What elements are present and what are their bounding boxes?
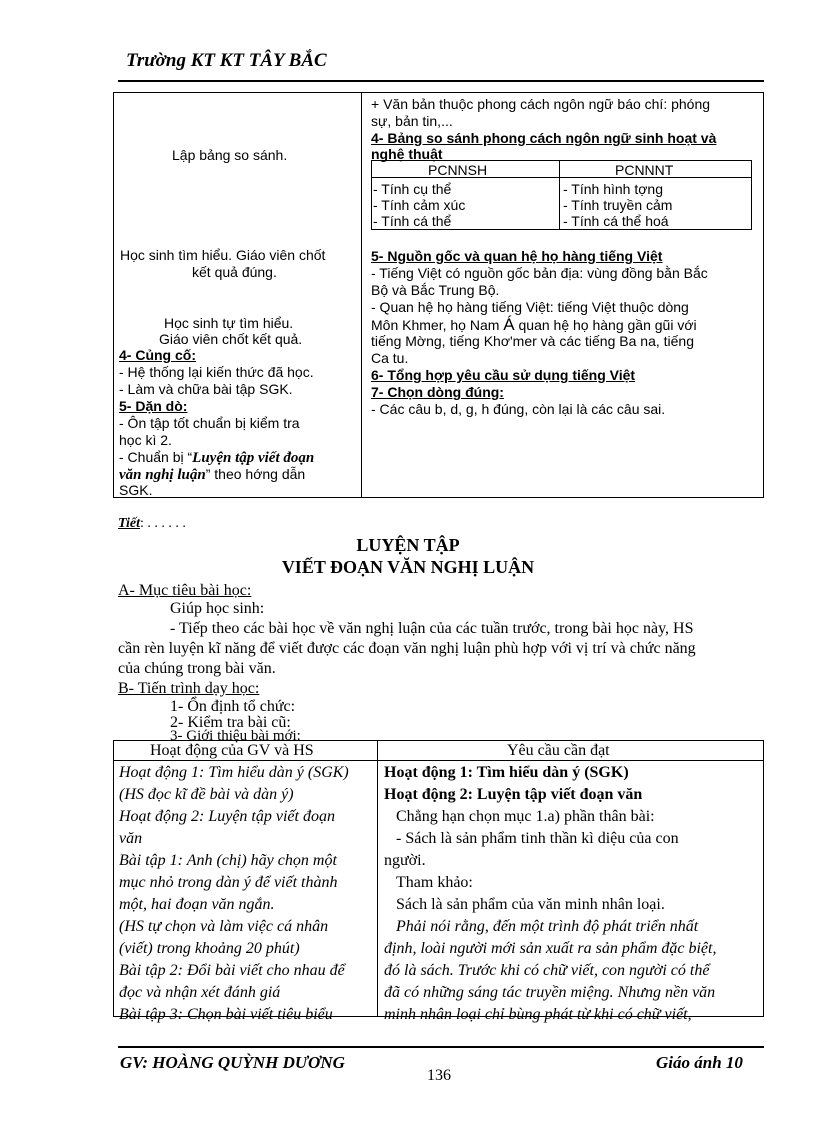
activity-line: văn bbox=[119, 830, 143, 847]
requirement-line: Sách là sản phẩm của văn minh nhân loại. bbox=[396, 896, 665, 913]
comparison-divider bbox=[559, 160, 560, 230]
left-text: Lập bảng so sánh. bbox=[172, 147, 288, 163]
body-text: của chúng trong bài văn. bbox=[118, 660, 276, 677]
left-text: - Chuẩn bị “ bbox=[119, 449, 193, 465]
comparison-cell: - Tính cá thể bbox=[373, 213, 452, 229]
section-heading: 4- Củng cố: bbox=[119, 347, 196, 363]
section-heading: 5- Nguồn gốc và quan hệ họ hàng tiếng Việt bbox=[371, 248, 663, 264]
requirement-line: đã có những sáng tác truyền miệng. Nhưng nền văn bbox=[384, 984, 716, 1001]
requirement-list bbox=[384, 762, 756, 1026]
left-text: ” theo hớng dẫn bbox=[205, 466, 306, 482]
section-heading: 4- Bảng so sánh phong cách ngôn ngữ sinh hoạt và bbox=[371, 130, 717, 146]
footer-rule bbox=[118, 1046, 764, 1048]
body-text: cần rèn luyện kĩ năng để viết được các đoạn văn nghị luận phù hợp với vị trí và chức năng bbox=[118, 640, 696, 657]
lesson-title: LUYỆN TẬP bbox=[356, 535, 460, 555]
left-text: Học sinh tìm hiểu. Giáo viên chốt bbox=[120, 247, 326, 263]
right-text: - Các câu b, d, g, h đúng, còn lại là các câu sai. bbox=[371, 401, 666, 417]
comparison-cell: - Tính cảm xúc bbox=[373, 197, 466, 213]
comparison-header: PCNNSH bbox=[428, 162, 488, 178]
table-header: Yêu cầu cần đạt bbox=[507, 742, 610, 759]
body-text: 2- Kiểm tra bài cũ: bbox=[170, 714, 291, 731]
left-text: kết quả đúng. bbox=[192, 264, 277, 280]
course-label: Giáo ánh 10 bbox=[656, 1053, 743, 1072]
page-number: 136 bbox=[427, 1067, 451, 1084]
section-heading: A- Mục tiêu bài học: bbox=[118, 582, 252, 599]
lesson-subtitle: VIẾT ĐOẠN VĂN NGHỊ LUẬN bbox=[281, 557, 535, 577]
section-heading: 5- Dặn dò: bbox=[119, 398, 188, 414]
right-text bbox=[371, 316, 697, 334]
requirement-line: Hoạt động 2: Luyện tập viết đoạn văn bbox=[384, 786, 643, 803]
comparison-cell: - Tính truyền cảm bbox=[563, 197, 673, 213]
body-text: 3- Giới thiệu bài mới: bbox=[170, 728, 301, 744]
requirement-line: minh nhân loại chỉ bùng phát từ khi có chữ viết, bbox=[384, 1006, 692, 1023]
requirement-line: - Sách là sản phẩm tinh thần kì diệu của con bbox=[396, 830, 679, 847]
left-text: SGK. bbox=[119, 482, 153, 498]
left-text: Học sinh tự tìm hiểu. bbox=[164, 315, 294, 331]
activity-line: (HS tự chọn và làm việc cá nhân bbox=[119, 918, 329, 935]
activity-line: Bài tập 2: Đổi bài viết cho nhau để bbox=[119, 962, 345, 979]
activity-line: (HS đọc kĩ đề bài và dàn ý) bbox=[119, 786, 294, 803]
right-text: tiếng Mờng, tiếng Khơ'mer và các tiếng Ba na, tiếng bbox=[371, 333, 694, 349]
activity-line: Bài tập 1: Anh (chị) hãy chọn một bbox=[119, 852, 337, 869]
body-text: 1- Ổn định tổ chức: bbox=[170, 698, 296, 715]
requirement-line: đó là sách. Trước khi có chữ viết, con người có thể bbox=[384, 962, 710, 979]
teacher-name: GV: HOÀNG QUỲNH DƯƠNG bbox=[120, 1053, 345, 1072]
comparison-cell: - Tính hình tợng bbox=[563, 181, 663, 197]
body-text: - Tiếp theo các bài học về văn nghị luận của các tuần trước, trong bài học này, HS bbox=[170, 620, 694, 637]
right-text: Ca tu. bbox=[371, 350, 409, 366]
right-text: Môn Khmer, họ Nam bbox=[371, 317, 504, 333]
activity-line: đọc và nhận xét đánh giá bbox=[119, 984, 281, 1001]
left-text: - Làm và chữa bài tập SGK. bbox=[119, 381, 293, 397]
left-text: - Hệ thống lại kiến thức đã học. bbox=[119, 364, 314, 380]
left-text bbox=[119, 449, 314, 467]
activity-line: một, hai đoạn văn ngắn. bbox=[119, 896, 275, 913]
lesson-value: : . . . . . . bbox=[140, 516, 186, 531]
right-text: - Quan hệ họ hàng tiếng Việt: tiếng Việt thuộc dòng bbox=[371, 299, 689, 315]
comparison-cell: - Tính cụ thể bbox=[373, 181, 452, 197]
right-text: - Tiếng Việt có nguồn gốc bản địa: vùng đồng bằn Bắc bbox=[371, 265, 708, 281]
activity-table-header-rule bbox=[113, 760, 764, 761]
header-rule bbox=[118, 80, 764, 82]
activity-line: Hoạt động 2: Luyện tập viết đoạn bbox=[119, 808, 335, 825]
section-heading: 6- Tổng hợp yêu cầu sử dụng tiếng Việt bbox=[371, 367, 636, 383]
activity-table-divider bbox=[377, 740, 378, 1017]
left-text: - Ôn tập tốt chuẩn bị kiểm tra bbox=[119, 415, 300, 431]
right-text: Á bbox=[503, 315, 515, 334]
requirement-line: Chẳng hạn chọn mục 1.a) phần thân bài: bbox=[396, 808, 655, 825]
requirement-line: định, loài người mới sản xuất ra sản phẩm đặc biệt, bbox=[384, 940, 717, 957]
activity-list bbox=[119, 762, 374, 1026]
table-header: Hoạt động của GV và HS bbox=[150, 742, 314, 759]
right-text: sự, bản tin,... bbox=[371, 113, 453, 129]
comparison-header: PCNNNT bbox=[615, 162, 674, 178]
section-heading: B- Tiến trình dạy học: bbox=[118, 680, 260, 697]
requirement-line: người. bbox=[384, 852, 426, 869]
emphasis-text: văn nghị luận bbox=[119, 467, 206, 483]
requirement-line: Hoạt động 1: Tìm hiểu dàn ý (SGK) bbox=[384, 764, 629, 781]
activity-line: Bài tập 3: Chọn bài viết tiêu biểu bbox=[119, 1006, 333, 1023]
emphasis-text: Luyện tập viết đoạn bbox=[192, 450, 315, 466]
summary-table-divider bbox=[361, 92, 362, 498]
requirement-line: Tham khảo: bbox=[396, 874, 473, 891]
section-heading: 7- Chọn dòng đúng: bbox=[371, 384, 504, 400]
left-text: học kì 2. bbox=[119, 432, 172, 448]
activity-line: (viết) trong khoảng 20 phút) bbox=[119, 940, 300, 957]
left-text: Giáo viên chốt kết quả. bbox=[159, 331, 303, 347]
lesson-label: Tiết bbox=[118, 516, 141, 531]
requirement-line: Phải nói rằng, đến một trình độ phát triển nhất bbox=[396, 918, 699, 935]
lesson-number bbox=[118, 514, 186, 534]
section-heading: nghệ thuật bbox=[371, 146, 443, 162]
comparison-cell: - Tính cá thể hoá bbox=[563, 213, 669, 229]
right-text: Bộ và Bắc Trung Bộ. bbox=[371, 282, 500, 298]
activity-line: Hoạt động 1: Tìm hiểu dàn ý (SGK) bbox=[119, 764, 349, 781]
activity-line: mục nhỏ trong dàn ý để viết thành bbox=[119, 874, 338, 891]
right-text: + Văn bản thuộc phong cách ngôn ngữ báo chí: phóng bbox=[371, 96, 711, 112]
body-text: Giúp học sinh: bbox=[170, 600, 265, 617]
school-name: Trường KT KT TÂY BẮC bbox=[126, 50, 327, 71]
right-text: quan hệ họ hàng gần gũi với bbox=[514, 317, 697, 333]
